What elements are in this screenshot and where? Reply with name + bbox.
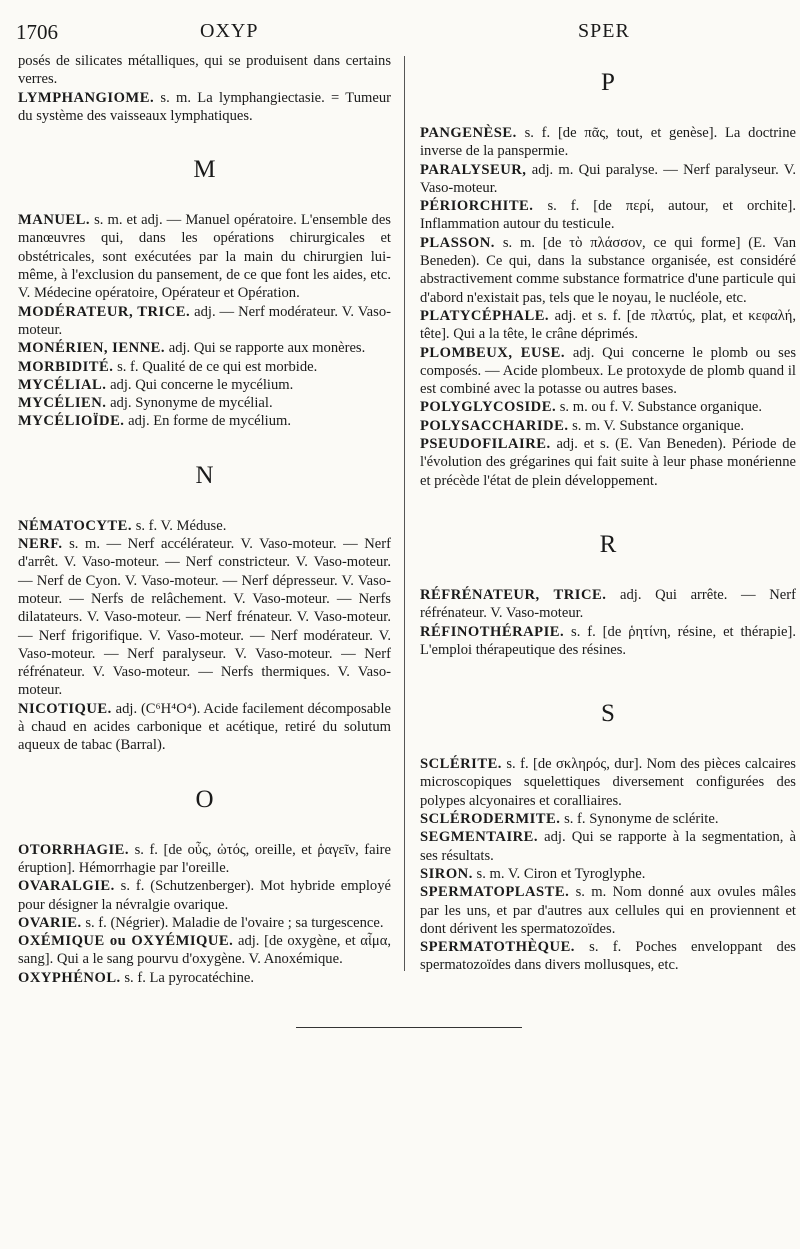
entry-headword: NÉMATOCYTE. [18, 517, 133, 534]
left-column [18, 52, 391, 987]
dictionary-entry [420, 197, 796, 234]
dictionary-entry [420, 417, 796, 435]
entry-headword: POLYGLYCOSIDE. [420, 399, 557, 416]
entry-definition: s. m. — Nerf accélérateur. V. Vaso-moteur. — Nerf d'arrêt. V. Vaso-moteur. — Nerf constricteur. V. Vaso-moteur. — Nerf de Cyon. V. Vaso-moteur. — Nerf dépresseur. V. Vaso-moteur. — Nerfs de relâchement. V. Vaso-moteur. — Nerfs dilatateurs. V. Vaso-moteur. — Nerf frénateur. V. Vaso-moteur. — Nerf frigorifique. V. Vaso-moteur. — Nerf modérateur. V. Vaso-moteur. — Nerf paralyseur. V. Vaso-moteur. — Nerf réfrénateur. V. Vaso-moteur. — Nerfs thermiques. V. Vaso-moteur. [18, 536, 391, 699]
entry-headword: POLYSACCHARIDE. [420, 417, 569, 434]
entry-headword: OTORRHAGIE. [18, 841, 130, 858]
entry-definition: s. f. [de σκληρός, dur]. Nom des pièces calcaires microscopiques squelettiques diversement configurées des polypes alcyonaires et coralliaires. [420, 756, 796, 809]
continuation-text: posés de silicates métalliques, qui se produisent dans certains verres. [18, 53, 391, 88]
dictionary-entry [18, 932, 391, 969]
entry-headword: MYCÉLIAL. [18, 376, 107, 393]
page-header [0, 20, 800, 50]
dictionary-entry [18, 412, 391, 430]
entry-headword: NERF. [18, 536, 63, 553]
entries-r [420, 586, 796, 659]
entry-definition: adj. m. Qui paralyse. — Nerf paralyseur. V. Vaso-moteur. [420, 161, 797, 196]
entry-headword: OXÉMIQUE ou OXYÉMIQUE. [18, 933, 234, 950]
entry-definition: s. f. (Schutzenberger). Mot hybride employé pour désigner la névralgie ovarique. [18, 878, 391, 913]
entry-definition: adj. et s. f. [de πλατύς, plat, et κεφαλή, tête]. Qui a la tête, le crâne déprimés. [420, 307, 796, 343]
page-number: 1706 [16, 20, 58, 44]
entry-headword: LYMPHANGIOME. [18, 89, 155, 106]
entry-definition: adj. (C⁶H⁴O⁴). Acide facilement décomposable à chaud en acides carbonique et acétique, retiré du solutum aqueux de tabac (Barral). [18, 700, 391, 754]
entry-headword: SCLÉRODERMITE. [420, 811, 561, 828]
section-letter-r: R [599, 530, 617, 558]
dictionary-entry [18, 303, 391, 340]
dictionary-entry [420, 828, 796, 865]
entry-definition: s. m. V. Substance organique. [572, 417, 744, 434]
section-letter-n: N [195, 461, 214, 489]
running-head-right: SPER [578, 20, 630, 42]
entry-headword: SCLÉRITE. [420, 756, 502, 773]
dictionary-entry [420, 865, 796, 883]
entries-l [18, 89, 391, 126]
entry-headword: OXYPHÉNOL. [18, 969, 121, 986]
dictionary-entry [18, 877, 391, 914]
entry-headword: SIRON. [420, 865, 473, 882]
dictionary-entry [18, 211, 391, 302]
entry-headword: MORBIDITÉ. [18, 358, 114, 375]
entry-definition: s. f. [de ῥητίνη, résine, et thérapie]. L'emploi thérapeutique des résines. [420, 623, 796, 658]
entry-definition: s. f. Synonyme de sclérite. [564, 811, 719, 828]
entry-definition: adj. Qui concerne le mycélium. [110, 376, 294, 393]
entry-definition: s. m. La lymphangiectasie. = Tumeur du système des vaisseaux lymphatiques. [18, 89, 391, 124]
entry-headword: MONÉRIEN, IENNE. [18, 340, 166, 357]
entry-definition: adj. et s. (E. Van Beneden). Période de l'évolution des grégarines qui fait suite à leur phase monérienne et précède l'état de plein développement. [420, 436, 796, 489]
entry-definition: s. f. La pyrocatéchine. [124, 969, 255, 986]
dictionary-entry [420, 398, 796, 416]
entry-definition: adj. En forme de mycélium. [128, 413, 292, 430]
entry-definition: s. f. [de οὖς, ὠτός, oreille, et ῥαγεῖν, faire éruption]. Hémorrhagie par l'oreille. [18, 841, 391, 876]
entry-definition: s. m. ou f. V. Substance organique. [559, 399, 763, 416]
entry-definition: s. f. Poches enveloppant des spermatozoïdes dans divers mollusques, etc. [420, 939, 796, 974]
entry-definition: s. m. [de τὸ πλάσσον, ce qui forme] (E. Van Beneden). Ce qui, dans la substance organisée, est considéré abstractivement comme substance formatrice d'une particule qui d'abord n'existait pas, tels que le noyau, le nucléole, etc. [420, 234, 796, 306]
dictionary-entry [420, 161, 796, 198]
dictionary-entry [18, 394, 391, 412]
entry-headword: RÉFRÉNATEUR, TRICE. [420, 586, 607, 603]
section-letter-s: S [601, 700, 615, 728]
entries-n [18, 517, 391, 755]
dictionary-entry [18, 376, 391, 394]
entry-headword: RÉFINOTHÉRAPIE. [420, 623, 565, 640]
dictionary-entry [420, 623, 796, 660]
dictionary-entry [420, 938, 796, 975]
entry-headword: PLATYCÉPHALE. [420, 307, 550, 324]
entry-headword: MANUEL. [18, 212, 91, 229]
dictionary-entry [420, 435, 796, 490]
entry-headword: PANGENÈSE. [420, 125, 517, 141]
entry-headword: MYCÉLIEN. [18, 395, 107, 412]
dictionary-entry [18, 517, 391, 535]
entry-definition: adj. Qui arrête. — Nerf réfrénateur. V. Vaso-moteur. [420, 586, 796, 622]
dictionary-entry [18, 535, 391, 700]
dictionary-entry [18, 914, 391, 932]
entry-headword: OVARALGIE. [18, 878, 115, 895]
footer-rule [296, 1027, 522, 1028]
entry-headword: PSEUDOFILAIRE. [420, 436, 551, 453]
entry-headword: PÉRIORCHITE. [420, 198, 534, 215]
dictionary-entry [420, 883, 796, 938]
entry-definition: adj. Qui se rapporte à la segmentation, à ses résultats. [420, 829, 796, 864]
entry-definition: s. f. [de περί, autour, et orchite]. Inflammation autour du testicule. [420, 198, 796, 233]
dictionary-entry [18, 358, 391, 376]
entry-headword: SEGMENTAIRE. [420, 829, 539, 846]
entry-headword: MYCÉLIOÏDE. [18, 413, 125, 430]
section-letter-p: P [601, 69, 615, 96]
entry-definition: adj. Synonyme de mycélial. [110, 395, 273, 412]
entry-headword: SPERMATOPLASTE. [420, 884, 570, 901]
dictionary-entry [420, 586, 796, 623]
entries-m [18, 211, 391, 431]
column-divider [404, 56, 405, 971]
dictionary-entry [18, 841, 391, 878]
entry-definition: s. f. [de πᾶς, tout, et genèse]. La doctrine inverse de la panspermie. [420, 125, 796, 160]
section-letter-o: O [195, 785, 214, 813]
dictionary-entry [18, 700, 391, 755]
entry-headword: PLOMBEUX, EUSE. [420, 344, 566, 361]
dictionary-entry [420, 234, 796, 307]
dictionary-entry [420, 755, 796, 810]
entries-s [420, 755, 796, 975]
entry-definition: s. f. (Négrier). Maladie de l'ovaire ; sa turgescence. [85, 914, 384, 931]
running-head-left: OXYP [200, 20, 259, 42]
dictionary-entry [420, 124, 796, 161]
entry-headword: SPERMATOTHÈQUE. [420, 939, 575, 956]
entry-definition: adj. [de oxygène, et αἷμα, sang]. Qui a le sang pourvu d'oxygène. V. Anoxémique. [18, 933, 391, 968]
dictionary-entry [420, 307, 796, 344]
entry-definition: adj. Qui se rapporte aux monères. [168, 340, 366, 357]
entry-headword: PARALYSEUR, [420, 161, 527, 178]
dictionary-entry [18, 89, 391, 126]
section-letter-m: M [193, 156, 216, 184]
dictionary-entry [18, 339, 391, 357]
right-column [420, 64, 796, 975]
entry-headword: MODÉRATEUR, TRICE. [18, 303, 191, 320]
entry-definition: s. m. et adj. — Manuel opératoire. L'ensemble des manœuvres qui, dans les opérations chirurgicales et obstétricales, sont exécutées par la main du chirurgien lui-même, à l'exclusion du pansement, de ce que font les aides, etc. V. Médecine opératoire, Opérateur et Opération. [18, 212, 391, 302]
entry-definition: s. m. V. Ciron et Tyroglyphe. [476, 865, 646, 882]
entry-headword: OVARIE. [18, 914, 82, 931]
entry-definition: s. f. Qualité de ce qui est morbide. [117, 358, 318, 375]
entries-o [18, 841, 391, 987]
entry-definition: adj. Qui concerne le plomb ou ses composés. — Acide plombeux. Le protoxyde de plomb quand il est combiné avec la potasse ou autres bases. [420, 344, 797, 398]
dictionary-entry [420, 810, 796, 828]
entry-headword: PLASSON. [420, 234, 495, 251]
entries-p [420, 124, 796, 490]
entry-definition: s. m. Nom donné aux ovules mâles par les uns, et par d'autres aux cellules qui en proviennent et dont dérivent les spermatozoïdes. [420, 884, 796, 937]
entry-headword: NICOTIQUE. [18, 700, 112, 717]
dictionary-entry [18, 969, 391, 987]
entry-definition: adj. — Nerf modérateur. V. Vaso-moteur. [18, 303, 391, 338]
entry-definition: s. f. V. Méduse. [135, 517, 227, 534]
dictionary-entry [420, 344, 796, 399]
